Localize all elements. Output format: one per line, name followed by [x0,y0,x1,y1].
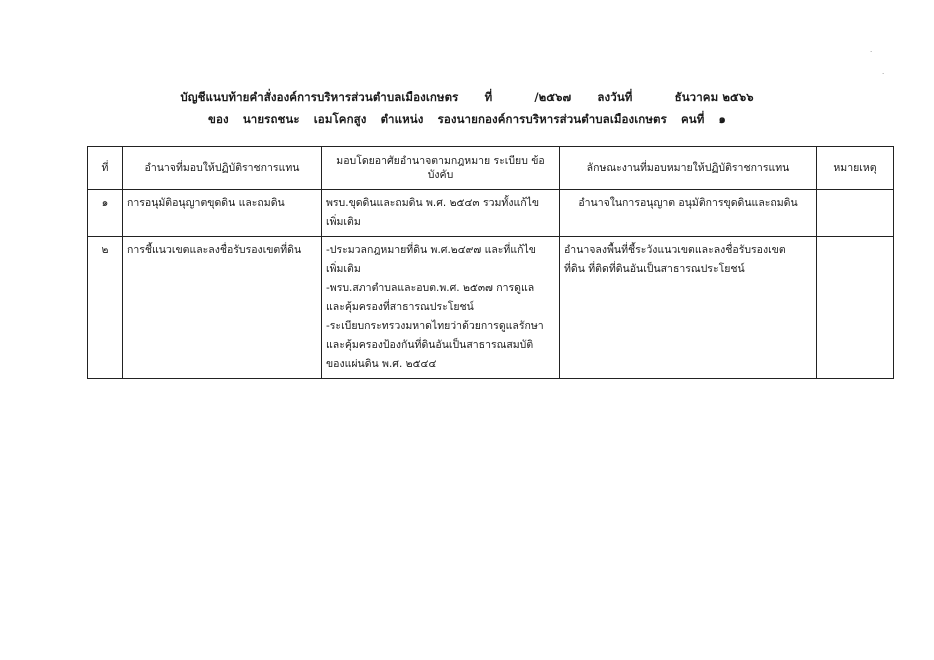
scan-speck: · [882,70,885,78]
date-label: ลงวันที่ [597,90,633,104]
date-value: ธันวาคม ๒๕๖๖ [674,90,754,104]
task-line: อำนาจในการอนุญาต อนุมัติการขุดดินและถมดิน [578,197,798,209]
order-title: บัญชีแนบท้ายคำสั่งองค์การบริหารส่วนตำบลเมืองเกษตร [180,90,459,104]
column-header-task: ลักษณะงานที่มอบหมายให้ปฏิบัติราชการแทน [560,147,817,190]
order-number-value: /๒๕๖๗ [534,90,572,104]
basis-line: ของแผ่นดิน พ.ศ. ๒๕๔๔ [326,358,437,370]
row-legal-basis [322,190,560,237]
scan-speck: · [870,48,873,56]
basis-line: และคุ้มครองที่สาธารณประโยชน์ [326,301,474,313]
document-subtitle-line [0,111,934,129]
row-task [560,237,817,379]
basis-line: และคุ้มครองป้องกันที่ดินอันเป็นสาธารณสมบัติ [326,339,534,351]
of-label: ของ [208,112,229,126]
task-line: อำนาจลงพื้นที่ชี้ระวังแนวเขตและลงชื่อรับรองเขต [564,244,786,256]
row-number: ๑ [88,190,123,237]
column-header-authority: อำนาจที่มอบให้ปฏิบัติราชการแทน [123,147,322,190]
basis-line: -ระเบียบกระทรวงมหาดไทยว่าด้วยการดูแลรักษา [326,320,544,332]
basis-line: -ประมวลกฎหมายที่ดิน พ.ศ.๒๔๙๗ และที่แก้ไข [326,244,536,256]
delegate-position: รองนายกองค์การบริหารส่วนตำบลเมืองเกษตร [437,112,667,126]
table-header-row [88,147,894,190]
document-title-line [0,89,934,107]
basis-line: เพิ่มเติม [326,263,361,275]
row-authority: การชี้แนวเขตและลงชื่อรับรองเขตที่ดิน [123,237,322,379]
row-remark [817,237,894,379]
delegate-name: นายรถชนะ [242,112,300,126]
table-row [88,237,894,379]
basis-line: -พรบ.สภาตำบลและอบต.พ.ศ. ๒๕๓๗ การดูแล [326,282,535,294]
task-line: ที่ดิน ที่ติดที่ดินอันเป็นสาธารณประโยชน์ [564,263,745,275]
order-label: คนที่ [681,112,705,126]
basis-line: เพิ่มเติม [326,216,361,228]
position-label: ตำแหน่ง [380,112,424,126]
row-number: ๒ [88,237,123,379]
row-remark [817,190,894,237]
delegate-surname: เอมโคกสูง [313,112,367,126]
order-value: ๑ [718,112,726,126]
column-header-remark: หมายเหตุ [817,147,894,190]
row-task [560,190,817,237]
column-header-legal-basis: มอบโดยอาศัยอำนาจตามกฎหมาย ระเบียบ ข้อบังคับ [322,147,560,190]
table-row [88,190,894,237]
row-legal-basis [322,237,560,379]
order-number-label: ที่ [484,90,493,104]
basis-line: พรบ.ขุดดินและถมดิน พ.ศ. ๒๕๔๓ รวมทั้งแก้ไข [326,197,540,209]
row-authority: การอนุมัติอนุญาตขุดดิน และถมดิน [123,190,322,237]
delegation-table [87,146,894,379]
column-header-no: ที่ [88,147,123,190]
